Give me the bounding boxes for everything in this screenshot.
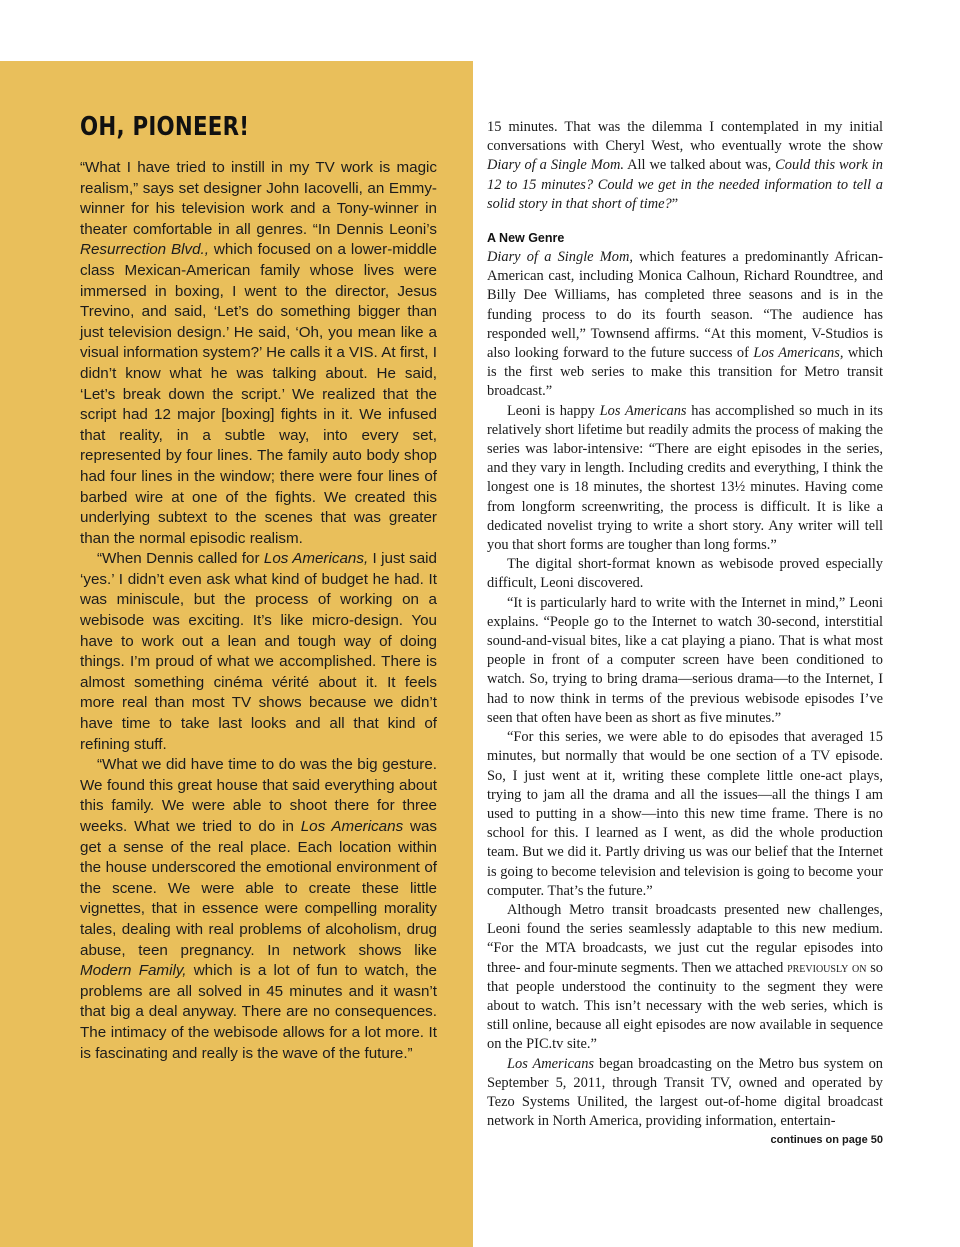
article-paragraph: 15 minutes. That was the dilemma I contemplated in my initial conversations with Cheryl West, who eventually wrote the show Diary of a Single Mom. All we talked about was, Could this work in 12 to 15 minutes? Could we get in the needed information to tell a solid story in that short of time?”: [487, 119, 883, 212]
sidebar-body: [80, 158, 437, 1064]
article-paragraph: Diary of a Single Mom, which features a predominantly African-American cast, including Monica Calhoun, Richard Roundtree, and Billy Dee Williams, has completed three seasons and is in the funding process to do its fourth season. “The audience has responded well,” Townsend affirms. “At this moment, V-Studios is also looking forward to the future success of Los Americans, which is the first web series to make this transition for Metro transit broadcast.”: [487, 249, 884, 400]
article-paragraph: “It is particularly hard to write with the Internet in mind,” Leoni explains. “People go to the Internet to watch 30-second, interstitial sound-and-visual bites, like a cat playing a piano. That is what most people in front of a computer screen have been conditioned to watch. So, trying to bring drama—serious drama—to the Internet, I had to now think in terms of the previous webisode episodes I’ve seen that often have been as short as five minutes.”: [487, 594, 883, 726]
sidebar-paragraph-3: “What we did have time to do was the big gesture. We found this great house that said everything about this family. We were able to shoot there for three weeks. What we tried to do in Los Americans was get a sense of the real place. Each location within the house underscored the emotional environment of the scene. We were able to create these little vignettes, that in essence were compelling morality tales, dealing with real problems of alcoholism, drug abuse, teen pregnancy. In network shows like Modern Family, which is a lot of fun to watch, the problems are all solved in 45 minutes and it wasn’t that big a deal anyway. There are no consequences. The intimacy of the webisode allows for a lot more. It is fascinating and really is the wave of the future.”: [80, 756, 438, 1062]
article-paragraph: Although Metro transit broadcasts presented new challenges, Leoni found the series seamlessly adaptable to this new medium. “For the MTA broadcasts, we just cut the regular episodes into three- and four-minute segments. Then we attached previously on so that people understood the continuity to the segment they were about to watch. This isn’t necessary with the web series, which is still online, because all eight episodes are now available in sequence on the PIC.tv site.”: [487, 901, 883, 1053]
article-paragraph: Leoni is happy Los Americans has accomplished so much in its relatively short lifetime but readily admits the process of making the series was labor-intensive: “There are eight episodes in the series, and they vary in length. Including credits and everything, I think the longest one is 18 minutes, the shortest 13½ minutes. Having come from longform screenwriting, the process is difficult. It is like a dedicated novelist trying to write a short story. Any writer will tell you that short forms are tougher than long forms.”: [487, 402, 883, 554]
main-article: [487, 118, 883, 1148]
sidebar-title: OH, PIONEER!: [80, 112, 250, 142]
sidebar-paragraph-2: “When Dennis called for Los Americans, I just said ‘yes.’ I didn’t even ask what kind of budget he had. It was miniscule, but the process of working on a webisode was exciting. It’s like micro-design. You have to work out a lean and tough way of doing things. I’m proud of what we accomplished. There is almost something cinéma vérité about it. It feels more real than most TV shows because we didn’t have time to take last looks and all that kind of refining stuff.: [80, 550, 438, 753]
article-paragraph: The digital short-format known as webisode proved especially difficult, Leoni discovered.: [487, 556, 883, 592]
section-heading: A New Genre: [487, 231, 565, 246]
continues-link: continues on page 50: [770, 1134, 883, 1147]
sidebar-paragraph-1: “What I have tried to instill in my TV work is magic realism,” says set designer John Iacovelli, an Emmy-winner for his television work and a Tony-winner in theater comfortable in all genres. “In Dennis Leoni’s Resurrection Blvd., which focused on a lower-middle class Mexican-American family whose lives were immersed in boxing, I went to the director, Jesus Trevino, and said, ‘Let’s do something bigger than just television design.’ He said, ‘Oh, you mean like a visual information system?’ He calls it a VIS. At first, I didn’t know what he was talking about. He said, ‘Let’s break down the script.’ We realized that the script had 12 major [boxing] fights in it. We infused that reality, in a subtle way, into every set, represented by four lines. The family auto body shop had four lines in the window; there were four lines of barbed wire at one of the fights. We created this underlying subtext to the scenes that was greater than the normal episodic realism.: [80, 159, 437, 547]
article-paragraph: Los Americans began broadcasting on the Metro bus system on September 5, 2011, through Transit TV, owned and operated by Tezo Systems Unilited, the largest out-of-home digital broadcast network in North America, providing information, entertain-: [487, 1055, 884, 1130]
article-paragraph: “For this series, we were able to do episodes that averaged 15 minutes, but normally that would be one section of a TV episode. So, I just went at it, writing these complete little one-act plays, trying to jam all the drama and all the issues—all the things I am used to putting in a show—into this new time frame. There is no school for this. I learned as I went, as did the whole production team. But we did it. Partly driving us was our belief that the Internet is going to become television and television is going to become your computer. That’s the future.”: [487, 729, 883, 899]
